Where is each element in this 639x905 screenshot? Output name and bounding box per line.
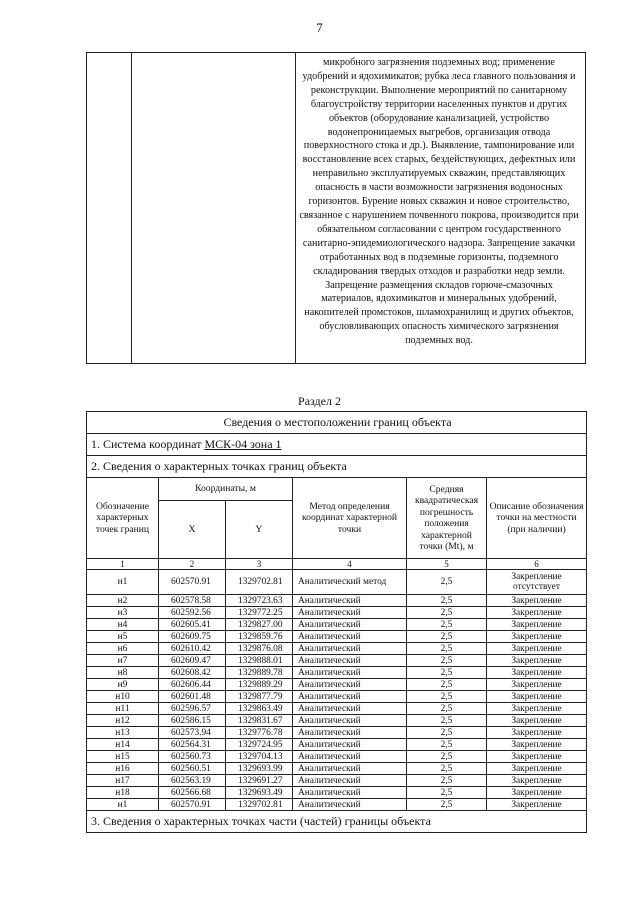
coordinate-system-label: 1. Система координат [91,437,205,451]
point-id: н8 [87,667,159,679]
column-number: 4 [293,559,407,570]
point-accuracy: 2,5 [407,619,487,631]
point-x: 602609.75 [159,631,226,643]
point-method: Аналитический метод [293,570,407,595]
point-description: Закрепление [487,691,587,703]
point-id: н16 [87,763,159,775]
point-id: н5 [87,631,159,643]
table-row [87,787,587,799]
point-description: Закрепление [487,667,587,679]
column-number: 1 [87,559,159,570]
point-method: Аналитический [293,715,407,727]
point-description: Закрепление [487,631,587,643]
point-y: 1329889.78 [226,667,293,679]
point-accuracy: 2,5 [407,631,487,643]
header-y: Y [226,501,293,559]
header-description: Описание обозначения точки на местности (при наличии) [487,478,587,559]
point-x: 602560.51 [159,763,226,775]
header-designation: Обозначение характерных точек границ [87,478,159,559]
table-row [87,667,587,679]
point-y: 1329723.63 [226,595,293,607]
point-method: Аналитический [293,763,407,775]
point-method: Аналитический [293,751,407,763]
point-method: Аналитический [293,703,407,715]
point-accuracy: 2,5 [407,739,487,751]
point-method: Аналитический [293,775,407,787]
section-title: Раздел 2 [298,394,341,408]
point-y: 1329776.78 [226,727,293,739]
point-method: Аналитический [293,607,407,619]
empty-column-2 [131,53,296,363]
point-id: н14 [87,739,159,751]
point-x: 602570.91 [159,570,226,595]
point-x: 602566.68 [159,787,226,799]
point-x: 602560.73 [159,751,226,763]
point-description: Закрепление [487,775,587,787]
point-x: 602609.47 [159,655,226,667]
point-accuracy: 2,5 [407,715,487,727]
point-description: Закрепление [487,763,587,775]
point-y: 1329889.29 [226,679,293,691]
point-accuracy: 2,5 [407,679,487,691]
table-row [87,715,587,727]
table-row [87,799,587,811]
point-x: 602606.44 [159,679,226,691]
header-x: X [159,501,226,559]
point-x: 602570.91 [159,799,226,811]
header-coords: Координаты, м [159,478,293,501]
table-row [87,739,587,751]
points-section-heading: 2. Сведения о характерных точках границ объекта [87,456,587,478]
point-description: Закрепление [487,787,587,799]
point-y: 1329877.79 [226,691,293,703]
point-id: н13 [87,727,159,739]
point-method: Аналитический [293,667,407,679]
table-row [87,679,587,691]
point-method: Аналитический [293,787,407,799]
point-accuracy: 2,5 [407,655,487,667]
coordinate-system-row [87,434,587,456]
point-method: Аналитический [293,631,407,643]
point-description: Закрепление [487,739,587,751]
coordinate-system-value: МСК-04 зона 1 [204,437,282,451]
table-row [87,607,587,619]
table-row [87,595,587,607]
point-id: н9 [87,679,159,691]
point-x: 602592.56 [159,607,226,619]
point-accuracy: 2,5 [407,570,487,595]
continuation-table [86,52,586,364]
point-method: Аналитический [293,643,407,655]
point-description: Закрепление [487,595,587,607]
point-id: н1 [87,570,159,595]
point-id: н1 [87,799,159,811]
column-number: 6 [487,559,587,570]
table-row [87,763,587,775]
point-description: Закрепление [487,751,587,763]
point-description: Закрепление [487,643,587,655]
point-accuracy: 2,5 [407,607,487,619]
point-y: 1329772.25 [226,607,293,619]
table-row [87,643,587,655]
point-method: Аналитический [293,691,407,703]
point-y: 1329859.76 [226,631,293,643]
point-description: Закрепление [487,607,587,619]
column-number: 5 [407,559,487,570]
point-method: Аналитический [293,655,407,667]
point-x: 602563.19 [159,775,226,787]
point-y: 1329702.81 [226,799,293,811]
point-id: н17 [87,775,159,787]
table-row [87,727,587,739]
point-description: Закрепление [487,655,587,667]
point-id: н10 [87,691,159,703]
empty-column-1 [87,53,132,363]
point-y: 1329831.67 [226,715,293,727]
restrictions-text: микробного загрязнения подземных вод; применение удобрений и ядохимикатов; рубка леса главного пользования и реконструкции. Выполнение мероприятий по санитарному благоустройству территории населенных пунктов и других объектов (оборудование канализацией, устройство водонепроницаемых выгребов, организация отвода поверхностного стока и др.). Выявление, тампонирование или восстановление всех старых, бездействующих, дефектных или неправильно эксплуатируемых скважин, представляющих опасность в части возможности загрязнения водоносных горизонтов. Бурение новых скважин и новое строительство, связанное с нарушением почвенного покрова, производится при обязательном согласовании с центром государственного санитарно-эпидемиологического надзора. Запрещение закачки отработанных вод в подземные горизонты, подземного складирования твердых отходов и разработки недр земли. Запрещение размещения складов горюче-смазочных материалов, ядохимикатов и минеральных удобрений, накопителей промстоков, шламохранилищ и других объектов, обусловливающих опасность химического загрязнения подземных вод. [299,57,579,347]
point-description: Закрепление отсутствует [487,570,587,595]
parts-section-heading: 3. Сведения о характерных точках части (частей) границы объекта [87,811,587,833]
point-id: н11 [87,703,159,715]
point-x: 602586.15 [159,715,226,727]
point-accuracy: 2,5 [407,787,487,799]
table-row [87,631,587,643]
point-x: 602610.42 [159,643,226,655]
point-x: 602564.31 [159,739,226,751]
table-row [87,619,587,631]
point-y: 1329876.08 [226,643,293,655]
point-description: Закрепление [487,715,587,727]
point-accuracy: 2,5 [407,763,487,775]
point-id: н6 [87,643,159,655]
point-id: н3 [87,607,159,619]
table-row [87,775,587,787]
point-method: Аналитический [293,739,407,751]
point-x: 602573.94 [159,727,226,739]
point-description: Закрепление [487,619,587,631]
point-accuracy: 2,5 [407,691,487,703]
point-accuracy: 2,5 [407,775,487,787]
point-x: 602578.58 [159,595,226,607]
point-y: 1329724.95 [226,739,293,751]
point-x: 602608.42 [159,667,226,679]
point-id: н12 [87,715,159,727]
table-row [87,570,587,595]
point-method: Аналитический [293,727,407,739]
point-y: 1329691.27 [226,775,293,787]
point-y: 1329693.99 [226,763,293,775]
point-id: н2 [87,595,159,607]
header-method: Метод определения координат характерной точки [293,478,407,559]
point-id: н4 [87,619,159,631]
point-y: 1329888.01 [226,655,293,667]
point-accuracy: 2,5 [407,751,487,763]
table-row [87,751,587,763]
point-method: Аналитический [293,595,407,607]
point-id: н7 [87,655,159,667]
table-row [87,691,587,703]
boundary-points-table [86,411,587,833]
column-number: 3 [226,559,293,570]
point-x: 602605.41 [159,619,226,631]
point-y: 1329704.13 [226,751,293,763]
point-x: 602596.57 [159,703,226,715]
table-row [87,703,587,715]
point-y: 1329702.81 [226,570,293,595]
table-title: Сведения о местоположении границ объекта [87,412,587,434]
point-description: Закрепление [487,799,587,811]
point-description: Закрепление [487,703,587,715]
point-id: н18 [87,787,159,799]
page-number: 7 [316,20,323,35]
point-accuracy: 2,5 [407,799,487,811]
point-y: 1329827.00 [226,619,293,631]
column-number: 2 [159,559,226,570]
point-method: Аналитический [293,619,407,631]
point-method: Аналитический [293,679,407,691]
point-accuracy: 2,5 [407,703,487,715]
table-row [87,655,587,667]
point-accuracy: 2,5 [407,727,487,739]
point-description: Закрепление [487,679,587,691]
point-y: 1329693.49 [226,787,293,799]
point-description: Закрепление [487,727,587,739]
point-accuracy: 2,5 [407,667,487,679]
point-y: 1329863.49 [226,703,293,715]
point-x: 602601.48 [159,691,226,703]
point-accuracy: 2,5 [407,595,487,607]
header-accuracy: Средняя квадратическая погрешность положения характерной точки (Mt), м [407,478,487,559]
point-method: Аналитический [293,799,407,811]
point-id: н15 [87,751,159,763]
point-accuracy: 2,5 [407,643,487,655]
